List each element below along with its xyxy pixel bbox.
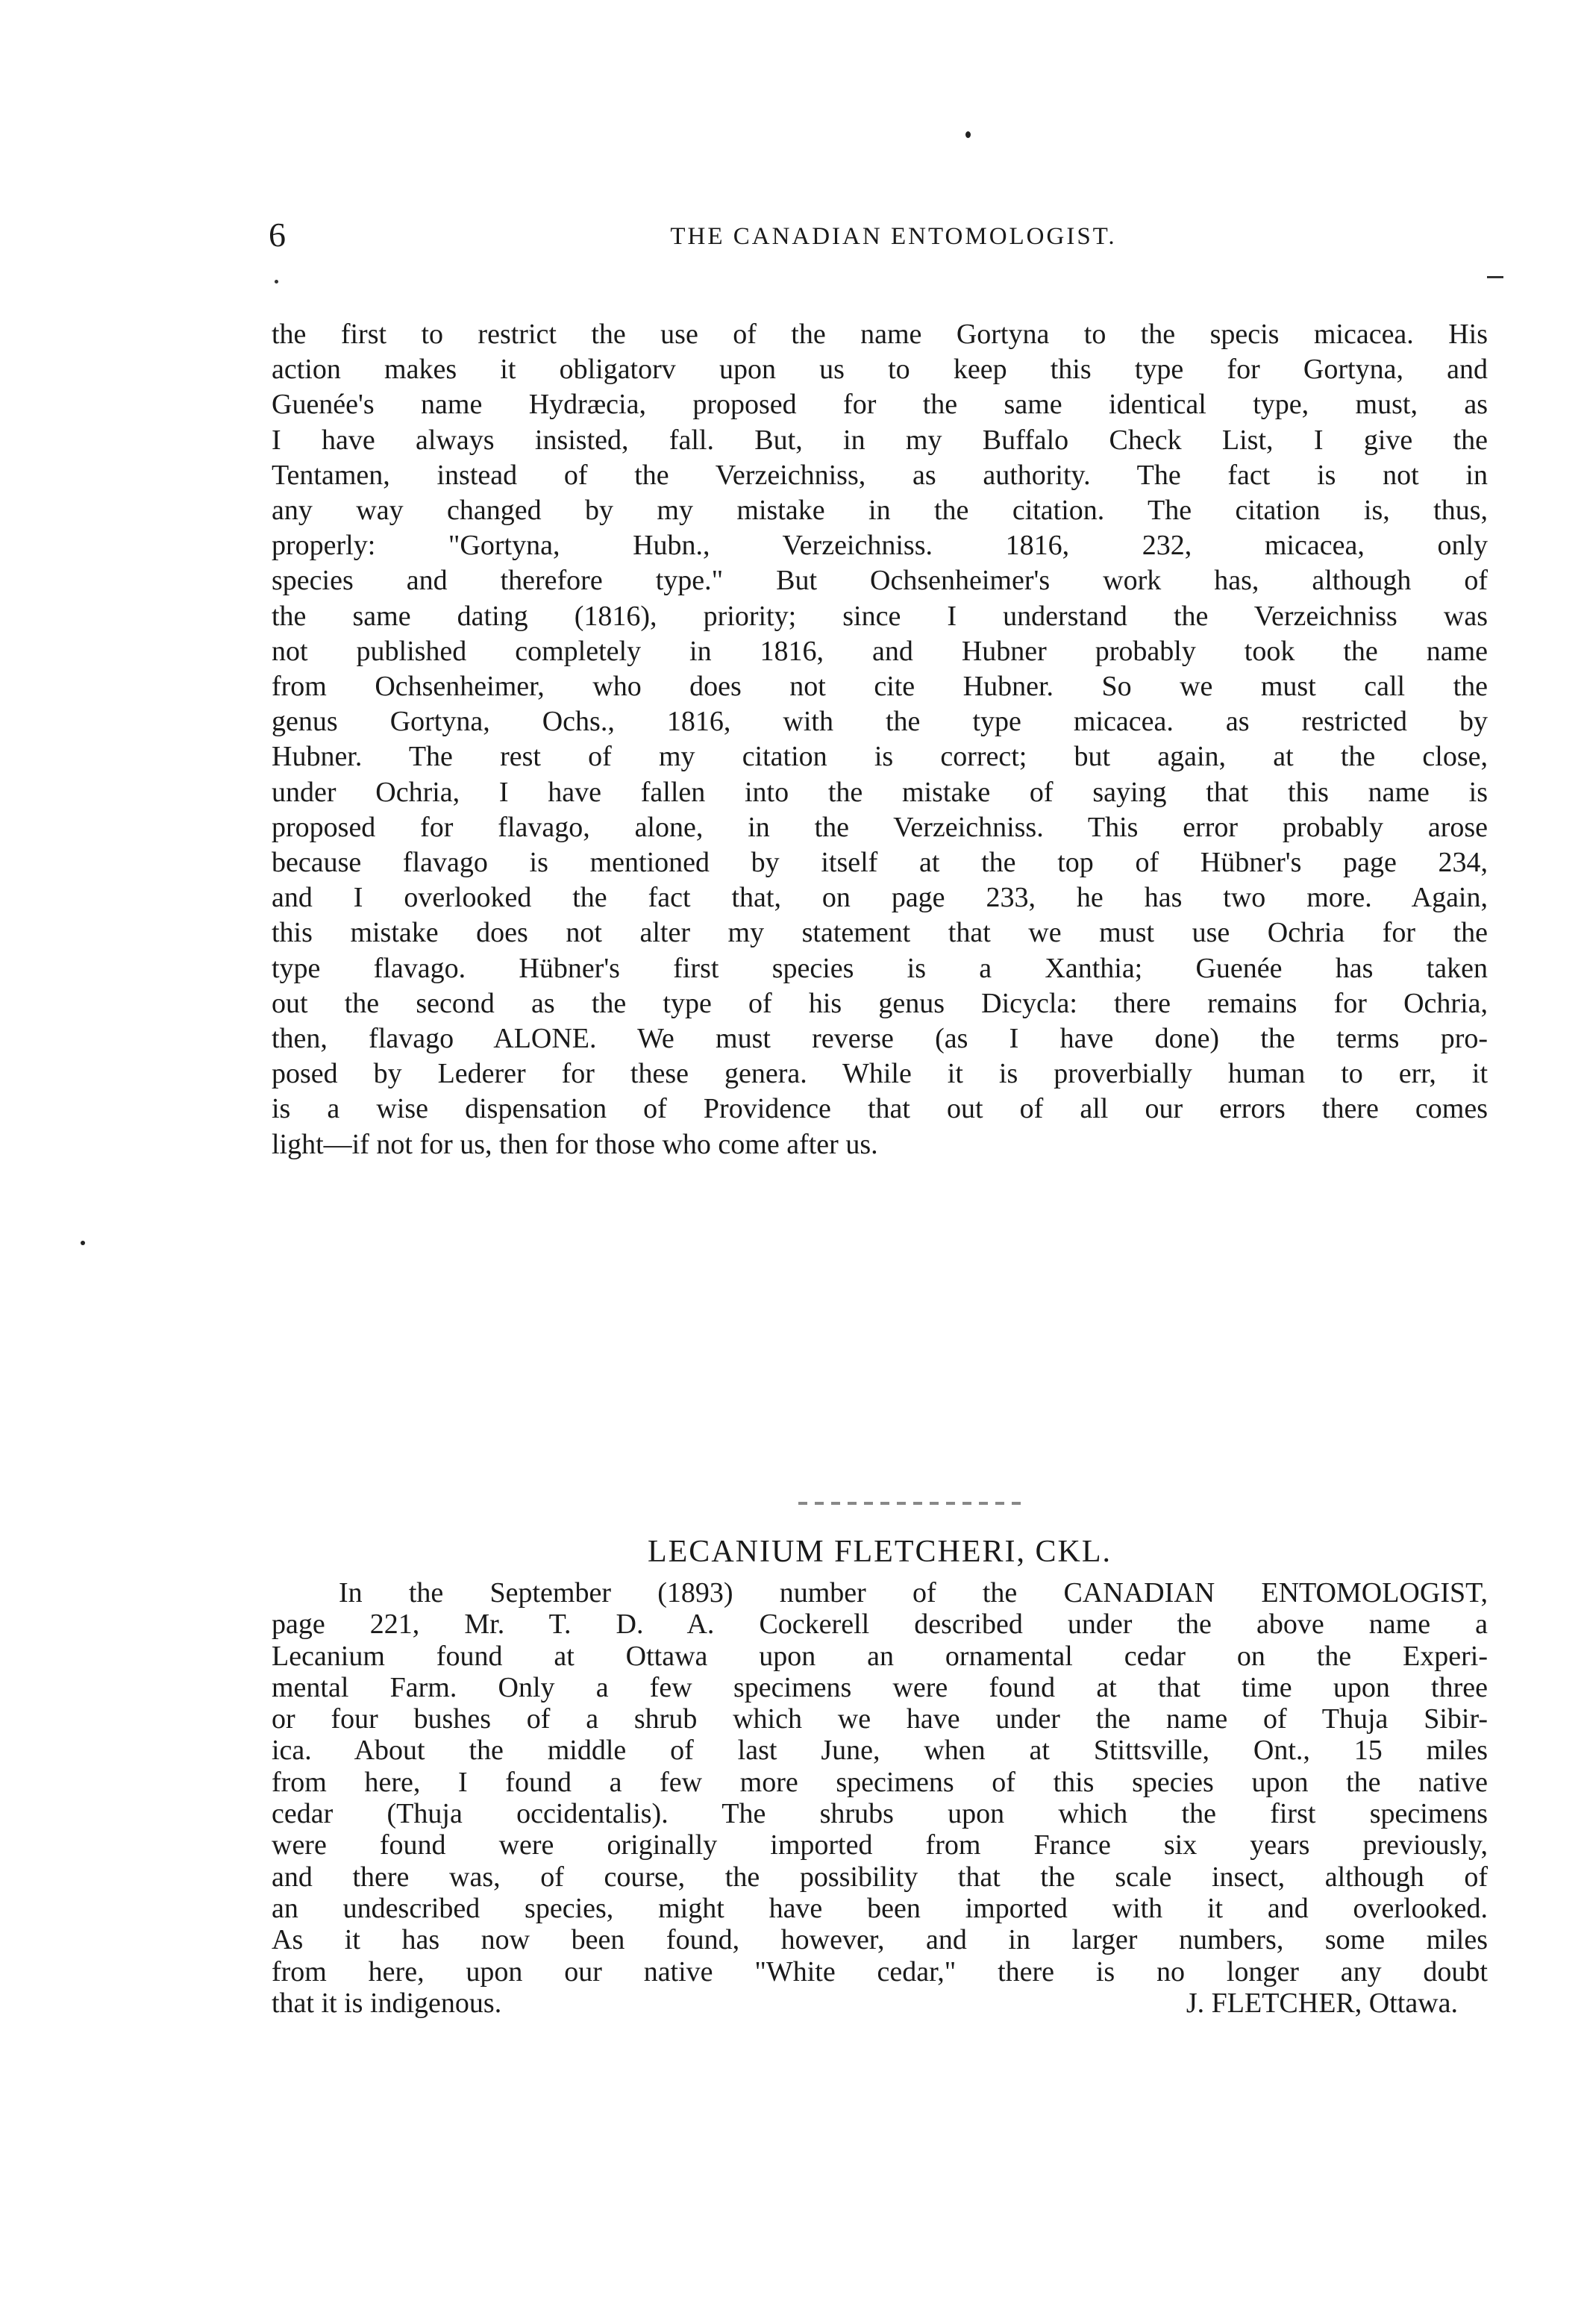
text-line: Tentamen, instead of the Verzeichniss, as authority. The fact is not in [272,459,1488,491]
text-line: page 221, Mr. T. D. A. Cockerell described under the above name a [272,1609,1488,1641]
print-speck [965,131,971,138]
continued-text [272,317,1488,1162]
text-line: from Ochsenheimer, who does not cite Hubner. So we must call the [272,671,1488,703]
text-line: light—if not for us, then for those who come after us. [272,1128,878,1160]
text-line: is a wise dispensation of Providence that out of all our errors there comes [272,1093,1488,1125]
text-line: or four bushes of a shrub which we have under the name of Thuja Sibir- [272,1703,1488,1735]
text-line: an undescribed species, might have been imported with it and overlooked. [272,1892,1488,1924]
text-line: genus Gortyna, Ochs., 1816, with the type micacea. as restricted by [272,706,1488,738]
closing-text: that it is indigenous. [272,1987,502,2019]
text-line: proposed for flavago, alone, in the Verzeichniss. This error probably arose [272,811,1488,843]
text-line: I have always insisted, fall. But, in my Buffalo Check List, I give the [272,424,1488,456]
text-line: and I overlooked the fact that, on page 233, he has two more. Again, [272,882,1488,914]
text-line: from here, upon our native "White cedar," there is no longer any doubt [272,1955,1488,1988]
text-line: As it has now been found, however, and in larger numbers, some miles [272,1924,1488,1956]
page-header [269,213,1518,257]
text-line: mental Farm. Only a few specimens were found at that time upon three [272,1671,1488,1703]
text-line: species and therefore type." But Ochsenheimer's work has, although of [272,565,1488,597]
text-line: type flavago. Hübner's first species is a Xanthia; Guenée has taken [272,952,1488,984]
author-signature: J. FLETCHER, Ottawa. [1186,1987,1458,2019]
article-title: LECANIUM FLETCHERI, CKL. [648,1535,1112,1569]
print-mark [1487,276,1503,278]
text-line: Hubner. The rest of my citation is correct; but again, at the close, [272,741,1488,773]
text-line: action makes it obligatorv upon us to keep this type for Gortyna, and [272,354,1488,386]
text-line: under Ochria, I have fallen into the mistake of saying that this name is [272,776,1488,808]
running-head: THE CANADIAN ENTOMOLOGIST. [670,223,1117,250]
print-speck [81,1241,85,1245]
text-line: this mistake does not alter my statement that we must use Ochria for the [272,917,1488,949]
text-line: ica. About the middle of last June, when at Stittsville, Ont., 15 miles [272,1735,1488,1767]
closing-line [272,1988,1488,2019]
text-line: out the second as the type of his genus Dicycla: there remains for Ochria, [272,987,1488,1019]
section-separator [798,1502,1022,1505]
text-line: In the September (1893) number of the CANADIAN ENTOMOLOGIST, [339,1577,1488,1609]
text-line: not published completely in 1816, and Hubner probably took the name [272,635,1488,667]
text-line: the same dating (1816), priority; since I understand the Verzeichniss was [272,600,1488,632]
page-number: 6 [269,216,286,254]
text-line: then, flavago ALONE. We must reverse (as I have done) the terms pro- [272,1023,1488,1055]
article-text [272,1577,1488,2019]
text-line: and there was, of course, the possibility that the scale insect, although of [272,1861,1488,1893]
text-line: Guenée's name Hydræcia, proposed for the same identical type, must, as [272,389,1488,421]
text-line: Lecanium found at Ottawa upon an ornamental cedar on the Experi- [272,1640,1488,1672]
text-line: from here, I found a few more specimens of this species upon the native [272,1766,1488,1798]
text-line: were found were originally imported from France six years previously, [272,1829,1488,1861]
text-line: properly: "Gortyna, Hubn., Verzeichniss. 1816, 232, micacea, only [272,530,1488,562]
text-line: cedar (Thuja occidentalis). The shrubs upon which the first specimens [272,1798,1488,1830]
text-line: any way changed by my mistake in the citation. The citation is, thus, [272,495,1488,527]
text-line: the first to restrict the use of the name Gortyna to the specis micacea. His [272,319,1488,350]
text-line: posed by Lederer for these genera. While it is proverbially human to err, it [272,1058,1488,1090]
print-mark [275,280,278,284]
text-line: because flavago is mentioned by itself at the top of Hübner's page 234, [272,847,1488,879]
